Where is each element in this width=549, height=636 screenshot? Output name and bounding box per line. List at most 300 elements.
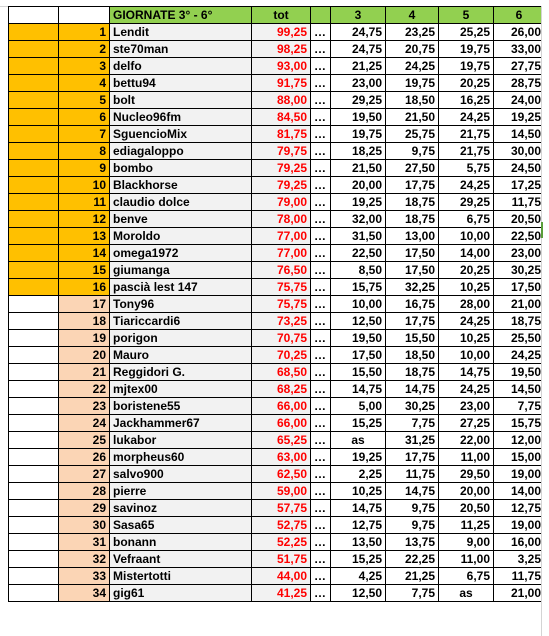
cell-player-name[interactable]: Tiariccardi6 — [110, 313, 252, 330]
cell-overflow-dots[interactable]: … — [311, 415, 331, 432]
cell-giornata-3[interactable]: 19,50 — [331, 330, 386, 347]
cell-position[interactable]: 20 — [59, 347, 110, 364]
cell-player-name[interactable]: bolt — [110, 92, 252, 109]
cell-giornata-5[interactable]: 9,00 — [439, 534, 494, 551]
cell-overflow-dots[interactable]: … — [311, 364, 331, 381]
cell-giornata-5[interactable]: 6,75 — [439, 211, 494, 228]
cell-position[interactable]: 26 — [59, 449, 110, 466]
cell-blank[interactable] — [9, 415, 59, 432]
cell-overflow-dots[interactable]: … — [311, 449, 331, 466]
cell-giornata-3[interactable]: 15,25 — [331, 415, 386, 432]
cell-player-name[interactable]: Mauro — [110, 347, 252, 364]
cell-position[interactable]: 4 — [59, 75, 110, 92]
cell-giornata-3[interactable]: 2,25 — [331, 466, 386, 483]
cell-giornata-6[interactable]: 23,00 — [494, 245, 545, 262]
cell-overflow-dots[interactable]: … — [311, 279, 331, 296]
cell-player-name[interactable]: Moroldo — [110, 228, 252, 245]
cell-giornata-4[interactable]: 18,75 — [386, 194, 439, 211]
cell-giornata-6[interactable]: 24,50 — [494, 160, 545, 177]
cell-giornata-3[interactable]: 14,75 — [331, 500, 386, 517]
cell-giornata-5[interactable]: 24,25 — [439, 109, 494, 126]
cell-total[interactable]: 79,25 — [252, 177, 311, 194]
cell-position[interactable]: 11 — [59, 194, 110, 211]
cell-player-name[interactable]: Sasa65 — [110, 517, 252, 534]
cell-overflow-dots[interactable]: … — [311, 398, 331, 415]
cell-position[interactable]: 33 — [59, 568, 110, 585]
cell-total[interactable]: 75,75 — [252, 279, 311, 296]
cell-total[interactable]: 52,25 — [252, 534, 311, 551]
cell-player-name[interactable]: boristene55 — [110, 398, 252, 415]
cell-blank[interactable] — [9, 330, 59, 347]
cell-overflow-dots[interactable]: … — [311, 347, 331, 364]
cell-giornata-3[interactable]: 19,25 — [331, 449, 386, 466]
cell-player-name[interactable]: pierre — [110, 483, 252, 500]
cell-blank[interactable] — [9, 262, 59, 279]
header-cell-blank-b[interactable] — [59, 7, 110, 24]
cell-giornata-5[interactable]: 11,25 — [439, 517, 494, 534]
cell-position[interactable]: 7 — [59, 126, 110, 143]
cell-total[interactable]: 79,75 — [252, 143, 311, 160]
cell-giornata-6[interactable]: 25,50 — [494, 330, 545, 347]
cell-blank[interactable] — [9, 585, 59, 602]
cell-overflow-dots[interactable]: … — [311, 585, 331, 602]
cell-position[interactable]: 21 — [59, 364, 110, 381]
cell-blank[interactable] — [9, 92, 59, 109]
cell-overflow-dots[interactable]: … — [311, 483, 331, 500]
cell-blank[interactable] — [9, 245, 59, 262]
cell-giornata-6[interactable]: 14,50 — [494, 126, 545, 143]
cell-giornata-6[interactable]: 28,75 — [494, 75, 545, 92]
cell-blank[interactable] — [9, 364, 59, 381]
cell-overflow-dots[interactable]: … — [311, 551, 331, 568]
cell-overflow-dots[interactable]: … — [311, 41, 331, 58]
cell-giornata-5[interactable]: 24,25 — [439, 177, 494, 194]
cell-total[interactable]: 68,25 — [252, 381, 311, 398]
cell-giornata-6[interactable]: 12,75 — [494, 500, 545, 517]
cell-blank[interactable] — [9, 126, 59, 143]
cell-overflow-dots[interactable]: … — [311, 58, 331, 75]
cell-giornata-6[interactable]: 26,00 — [494, 24, 545, 41]
cell-blank[interactable] — [9, 500, 59, 517]
cell-giornata-6[interactable]: 12,00 — [494, 432, 545, 449]
cell-total[interactable]: 70,25 — [252, 347, 311, 364]
cell-giornata-4[interactable]: 27,50 — [386, 160, 439, 177]
cell-total[interactable]: 88,00 — [252, 92, 311, 109]
cell-giornata-4[interactable]: 7,75 — [386, 585, 439, 602]
cell-giornata-4[interactable]: 20,75 — [386, 41, 439, 58]
cell-player-name[interactable]: Lendit — [110, 24, 252, 41]
cell-blank[interactable] — [9, 279, 59, 296]
cell-total[interactable]: 79,00 — [252, 194, 311, 211]
cell-total[interactable]: 70,75 — [252, 330, 311, 347]
cell-position[interactable]: 16 — [59, 279, 110, 296]
cell-giornata-5[interactable]: 21,75 — [439, 126, 494, 143]
cell-position[interactable]: 22 — [59, 381, 110, 398]
cell-position[interactable]: 30 — [59, 517, 110, 534]
cell-giornata-3[interactable]: 18,25 — [331, 143, 386, 160]
cell-total[interactable]: 41,25 — [252, 585, 311, 602]
cell-total[interactable]: 76,50 — [252, 262, 311, 279]
cell-total[interactable]: 66,00 — [252, 398, 311, 415]
cell-player-name[interactable]: bettu94 — [110, 75, 252, 92]
cell-giornata-4[interactable]: 18,50 — [386, 347, 439, 364]
cell-giornata-5[interactable]: 27,25 — [439, 415, 494, 432]
cell-blank[interactable] — [9, 347, 59, 364]
cell-player-name[interactable]: mjtex00 — [110, 381, 252, 398]
cell-player-name[interactable]: Reggidori G. — [110, 364, 252, 381]
cell-giornata-5[interactable]: 24,25 — [439, 313, 494, 330]
cell-blank[interactable] — [9, 160, 59, 177]
cell-giornata-6[interactable]: 15,00 — [494, 449, 545, 466]
cell-total[interactable]: 77,00 — [252, 228, 311, 245]
cell-giornata-3[interactable]: as — [331, 432, 386, 449]
cell-overflow-dots[interactable]: … — [311, 177, 331, 194]
cell-giornata-6[interactable]: 14,00 — [494, 483, 545, 500]
cell-position[interactable]: 25 — [59, 432, 110, 449]
cell-giornata-4[interactable]: 23,25 — [386, 24, 439, 41]
cell-position[interactable]: 17 — [59, 296, 110, 313]
cell-player-name[interactable]: Nucleo96fm — [110, 109, 252, 126]
cell-player-name[interactable]: ediagaloppo — [110, 143, 252, 160]
cell-position[interactable]: 24 — [59, 415, 110, 432]
cell-giornata-5[interactable]: 19,75 — [439, 58, 494, 75]
cell-giornata-6[interactable]: 19,00 — [494, 466, 545, 483]
cell-player-name[interactable]: porigon — [110, 330, 252, 347]
cell-giornata-5[interactable]: 21,75 — [439, 143, 494, 160]
cell-player-name[interactable]: Tony96 — [110, 296, 252, 313]
cell-position[interactable]: 9 — [59, 160, 110, 177]
header-giornata-6[interactable]: 6 — [494, 7, 545, 24]
cell-giornata-4[interactable]: 18,75 — [386, 211, 439, 228]
cell-total[interactable]: 51,75 — [252, 551, 311, 568]
cell-giornata-4[interactable]: 25,75 — [386, 126, 439, 143]
cell-blank[interactable] — [9, 24, 59, 41]
header-cell-blank-a[interactable] — [9, 7, 59, 24]
cell-giornata-3[interactable]: 19,50 — [331, 109, 386, 126]
cell-giornata-3[interactable]: 19,25 — [331, 194, 386, 211]
cell-giornata-3[interactable]: 10,00 — [331, 296, 386, 313]
cell-position[interactable]: 32 — [59, 551, 110, 568]
cell-total[interactable]: 77,00 — [252, 245, 311, 262]
cell-giornata-3[interactable]: 29,25 — [331, 92, 386, 109]
cell-giornata-4[interactable]: 16,75 — [386, 296, 439, 313]
cell-giornata-3[interactable]: 21,25 — [331, 58, 386, 75]
cell-player-name[interactable]: claudio dolce — [110, 194, 252, 211]
cell-giornata-5[interactable]: 20,25 — [439, 75, 494, 92]
cell-blank[interactable] — [9, 313, 59, 330]
cell-giornata-6[interactable]: 15,75 — [494, 415, 545, 432]
cell-giornata-3[interactable]: 12,50 — [331, 585, 386, 602]
cell-giornata-5[interactable]: 25,25 — [439, 24, 494, 41]
cell-giornata-4[interactable]: 11,75 — [386, 466, 439, 483]
cell-total[interactable]: 81,75 — [252, 126, 311, 143]
cell-giornata-3[interactable]: 21,50 — [331, 160, 386, 177]
cell-giornata-6[interactable]: 24,25 — [494, 347, 545, 364]
cell-giornata-3[interactable]: 22,50 — [331, 245, 386, 262]
cell-giornata-5[interactable]: 20,50 — [439, 500, 494, 517]
cell-blank[interactable] — [9, 194, 59, 211]
cell-total[interactable]: 73,25 — [252, 313, 311, 330]
cell-giornata-5[interactable]: 29,25 — [439, 194, 494, 211]
cell-giornata-6[interactable]: 16,00 — [494, 534, 545, 551]
cell-giornata-4[interactable]: 19,75 — [386, 75, 439, 92]
cell-position[interactable]: 1 — [59, 24, 110, 41]
cell-blank[interactable] — [9, 41, 59, 58]
cell-giornata-6[interactable]: 30,25 — [494, 262, 545, 279]
cell-total[interactable]: 91,75 — [252, 75, 311, 92]
cell-overflow-dots[interactable]: … — [311, 432, 331, 449]
cell-overflow-dots[interactable]: … — [311, 517, 331, 534]
cell-giornata-5[interactable]: 10,25 — [439, 330, 494, 347]
cell-position[interactable]: 3 — [59, 58, 110, 75]
cell-giornata-3[interactable]: 10,25 — [331, 483, 386, 500]
cell-giornata-6[interactable]: 30,00 — [494, 143, 545, 160]
header-title[interactable]: GIORNATE 3° - 6° — [110, 7, 252, 24]
cell-giornata-4[interactable]: 9,75 — [386, 500, 439, 517]
cell-total[interactable]: 75,75 — [252, 296, 311, 313]
cell-giornata-3[interactable]: 20,00 — [331, 177, 386, 194]
cell-giornata-3[interactable]: 32,00 — [331, 211, 386, 228]
cell-giornata-5[interactable]: 22,00 — [439, 432, 494, 449]
cell-blank[interactable] — [9, 534, 59, 551]
cell-giornata-5[interactable]: 14,00 — [439, 245, 494, 262]
cell-overflow-dots[interactable]: … — [311, 126, 331, 143]
cell-giornata-6[interactable]: 11,75 — [494, 568, 545, 585]
cell-blank[interactable] — [9, 517, 59, 534]
cell-position[interactable]: 23 — [59, 398, 110, 415]
cell-player-name[interactable]: benve — [110, 211, 252, 228]
cell-position[interactable]: 27 — [59, 466, 110, 483]
header-cell-blank-dots[interactable] — [311, 7, 331, 24]
cell-position[interactable]: 13 — [59, 228, 110, 245]
cell-player-name[interactable]: Jackhammer67 — [110, 415, 252, 432]
cell-blank[interactable] — [9, 381, 59, 398]
cell-player-name[interactable]: morpheus60 — [110, 449, 252, 466]
cell-total[interactable]: 62,50 — [252, 466, 311, 483]
cell-total[interactable]: 66,00 — [252, 415, 311, 432]
cell-giornata-4[interactable]: 31,25 — [386, 432, 439, 449]
cell-giornata-3[interactable]: 15,75 — [331, 279, 386, 296]
cell-giornata-3[interactable]: 24,75 — [331, 41, 386, 58]
cell-blank[interactable] — [9, 466, 59, 483]
cell-giornata-6[interactable]: 21,00 — [494, 296, 545, 313]
cell-giornata-4[interactable]: 22,25 — [386, 551, 439, 568]
cell-giornata-4[interactable]: 17,75 — [386, 313, 439, 330]
cell-giornata-6[interactable]: 18,75 — [494, 313, 545, 330]
cell-player-name[interactable]: gig61 — [110, 585, 252, 602]
cell-overflow-dots[interactable]: … — [311, 228, 331, 245]
cell-overflow-dots[interactable]: … — [311, 194, 331, 211]
cell-giornata-4[interactable]: 17,75 — [386, 177, 439, 194]
cell-player-name[interactable]: savinoz — [110, 500, 252, 517]
cell-position[interactable]: 19 — [59, 330, 110, 347]
cell-giornata-4[interactable]: 17,50 — [386, 262, 439, 279]
cell-giornata-6[interactable]: 22,50 — [494, 228, 545, 245]
cell-giornata-6[interactable]: 27,75 — [494, 58, 545, 75]
cell-giornata-5[interactable]: 11,00 — [439, 551, 494, 568]
cell-blank[interactable] — [9, 58, 59, 75]
cell-blank[interactable] — [9, 228, 59, 245]
cell-total[interactable]: 84,50 — [252, 109, 311, 126]
header-giornata-5[interactable]: 5 — [439, 7, 494, 24]
cell-overflow-dots[interactable]: … — [311, 24, 331, 41]
cell-blank[interactable] — [9, 398, 59, 415]
cell-total[interactable]: 78,00 — [252, 211, 311, 228]
cell-giornata-4[interactable]: 21,25 — [386, 568, 439, 585]
cell-overflow-dots[interactable]: … — [311, 262, 331, 279]
cell-giornata-5[interactable]: 23,00 — [439, 398, 494, 415]
cell-giornata-4[interactable]: 14,75 — [386, 483, 439, 500]
cell-overflow-dots[interactable]: … — [311, 92, 331, 109]
cell-position[interactable]: 34 — [59, 585, 110, 602]
cell-giornata-6[interactable]: 21,00 — [494, 585, 545, 602]
cell-total[interactable]: 98,25 — [252, 41, 311, 58]
cell-giornata-5[interactable]: 6,75 — [439, 568, 494, 585]
cell-giornata-5[interactable]: 24,25 — [439, 381, 494, 398]
cell-overflow-dots[interactable]: … — [311, 245, 331, 262]
cell-giornata-3[interactable]: 12,50 — [331, 313, 386, 330]
cell-giornata-5[interactable]: 16,25 — [439, 92, 494, 109]
cell-giornata-3[interactable]: 12,75 — [331, 517, 386, 534]
cell-giornata-5[interactable]: 29,50 — [439, 466, 494, 483]
cell-giornata-5[interactable]: as — [439, 585, 494, 602]
cell-blank[interactable] — [9, 551, 59, 568]
cell-giornata-5[interactable]: 10,00 — [439, 347, 494, 364]
cell-blank[interactable] — [9, 75, 59, 92]
cell-giornata-4[interactable]: 15,50 — [386, 330, 439, 347]
cell-player-name[interactable]: bonann — [110, 534, 252, 551]
cell-total[interactable]: 68,50 — [252, 364, 311, 381]
cell-overflow-dots[interactable]: … — [311, 330, 331, 347]
cell-player-name[interactable]: Vefraant — [110, 551, 252, 568]
cell-giornata-6[interactable]: 20,50 — [494, 211, 545, 228]
cell-overflow-dots[interactable]: … — [311, 109, 331, 126]
cell-giornata-4[interactable]: 24,25 — [386, 58, 439, 75]
cell-overflow-dots[interactable]: … — [311, 500, 331, 517]
cell-giornata-6[interactable]: 14,50 — [494, 381, 545, 398]
cell-giornata-3[interactable]: 17,50 — [331, 347, 386, 364]
cell-blank[interactable] — [9, 432, 59, 449]
cell-giornata-4[interactable]: 9,75 — [386, 143, 439, 160]
cell-position[interactable]: 14 — [59, 245, 110, 262]
cell-giornata-4[interactable]: 18,50 — [386, 92, 439, 109]
cell-blank[interactable] — [9, 109, 59, 126]
cell-giornata-3[interactable]: 15,50 — [331, 364, 386, 381]
cell-overflow-dots[interactable]: … — [311, 534, 331, 551]
cell-giornata-5[interactable]: 19,75 — [439, 41, 494, 58]
cell-giornata-6[interactable]: 33,00 — [494, 41, 545, 58]
header-giornata-3[interactable]: 3 — [331, 7, 386, 24]
header-tot[interactable]: tot — [252, 7, 311, 24]
cell-giornata-4[interactable]: 18,75 — [386, 364, 439, 381]
cell-overflow-dots[interactable]: … — [311, 313, 331, 330]
cell-total[interactable]: 44,00 — [252, 568, 311, 585]
cell-position[interactable]: 12 — [59, 211, 110, 228]
cell-overflow-dots[interactable]: … — [311, 143, 331, 160]
cell-giornata-3[interactable]: 15,25 — [331, 551, 386, 568]
cell-total[interactable]: 57,75 — [252, 500, 311, 517]
cell-giornata-3[interactable]: 5,00 — [331, 398, 386, 415]
cell-giornata-4[interactable]: 21,50 — [386, 109, 439, 126]
cell-giornata-5[interactable]: 20,00 — [439, 483, 494, 500]
cell-giornata-4[interactable]: 13,00 — [386, 228, 439, 245]
cell-giornata-4[interactable]: 7,75 — [386, 415, 439, 432]
cell-giornata-4[interactable]: 17,75 — [386, 449, 439, 466]
cell-blank[interactable] — [9, 483, 59, 500]
cell-overflow-dots[interactable]: … — [311, 160, 331, 177]
cell-giornata-6[interactable]: 19,00 — [494, 517, 545, 534]
cell-position[interactable]: 6 — [59, 109, 110, 126]
cell-position[interactable]: 28 — [59, 483, 110, 500]
cell-giornata-6[interactable]: 11,75 — [494, 194, 545, 211]
cell-giornata-6[interactable]: 17,25 — [494, 177, 545, 194]
cell-giornata-3[interactable]: 8,50 — [331, 262, 386, 279]
cell-giornata-3[interactable]: 19,75 — [331, 126, 386, 143]
cell-overflow-dots[interactable]: … — [311, 381, 331, 398]
cell-overflow-dots[interactable]: … — [311, 75, 331, 92]
cell-player-name[interactable]: pascià lest 147 — [110, 279, 252, 296]
cell-blank[interactable] — [9, 449, 59, 466]
cell-overflow-dots[interactable]: … — [311, 466, 331, 483]
cell-player-name[interactable]: omega1972 — [110, 245, 252, 262]
cell-total[interactable]: 99,25 — [252, 24, 311, 41]
cell-giornata-5[interactable]: 20,25 — [439, 262, 494, 279]
cell-player-name[interactable]: Blackhorse — [110, 177, 252, 194]
cell-giornata-5[interactable]: 10,25 — [439, 279, 494, 296]
cell-giornata-5[interactable]: 10,00 — [439, 228, 494, 245]
cell-giornata-6[interactable]: 7,75 — [494, 398, 545, 415]
cell-giornata-5[interactable]: 11,00 — [439, 449, 494, 466]
cell-giornata-5[interactable]: 28,00 — [439, 296, 494, 313]
cell-giornata-3[interactable]: 24,75 — [331, 24, 386, 41]
cell-blank[interactable] — [9, 143, 59, 160]
cell-total[interactable]: 52,75 — [252, 517, 311, 534]
cell-blank[interactable] — [9, 177, 59, 194]
cell-position[interactable]: 5 — [59, 92, 110, 109]
cell-giornata-4[interactable]: 32,25 — [386, 279, 439, 296]
cell-player-name[interactable]: giumanga — [110, 262, 252, 279]
cell-player-name[interactable]: lukabor — [110, 432, 252, 449]
cell-total[interactable]: 63,00 — [252, 449, 311, 466]
cell-total[interactable]: 79,25 — [252, 160, 311, 177]
cell-giornata-6[interactable]: 19,50 — [494, 364, 545, 381]
cell-overflow-dots[interactable]: … — [311, 296, 331, 313]
cell-total[interactable]: 59,00 — [252, 483, 311, 500]
cell-giornata-3[interactable]: 13,50 — [331, 534, 386, 551]
header-giornata-4[interactable]: 4 — [386, 7, 439, 24]
cell-giornata-6[interactable]: 17,50 — [494, 279, 545, 296]
cell-player-name[interactable]: salvo900 — [110, 466, 252, 483]
cell-player-name[interactable]: delfo — [110, 58, 252, 75]
cell-total[interactable]: 93,00 — [252, 58, 311, 75]
cell-giornata-3[interactable]: 31,50 — [331, 228, 386, 245]
cell-player-name[interactable]: ste70man — [110, 41, 252, 58]
cell-giornata-3[interactable]: 23,00 — [331, 75, 386, 92]
cell-position[interactable]: 18 — [59, 313, 110, 330]
cell-position[interactable]: 2 — [59, 41, 110, 58]
cell-overflow-dots[interactable]: … — [311, 211, 331, 228]
cell-position[interactable]: 15 — [59, 262, 110, 279]
cell-giornata-4[interactable]: 17,50 — [386, 245, 439, 262]
cell-giornata-4[interactable]: 13,75 — [386, 534, 439, 551]
cell-giornata-5[interactable]: 5,75 — [439, 160, 494, 177]
cell-giornata-3[interactable]: 4,25 — [331, 568, 386, 585]
cell-blank[interactable] — [9, 296, 59, 313]
cell-blank[interactable] — [9, 568, 59, 585]
cell-giornata-4[interactable]: 14,75 — [386, 381, 439, 398]
cell-overflow-dots[interactable]: … — [311, 568, 331, 585]
cell-position[interactable]: 31 — [59, 534, 110, 551]
